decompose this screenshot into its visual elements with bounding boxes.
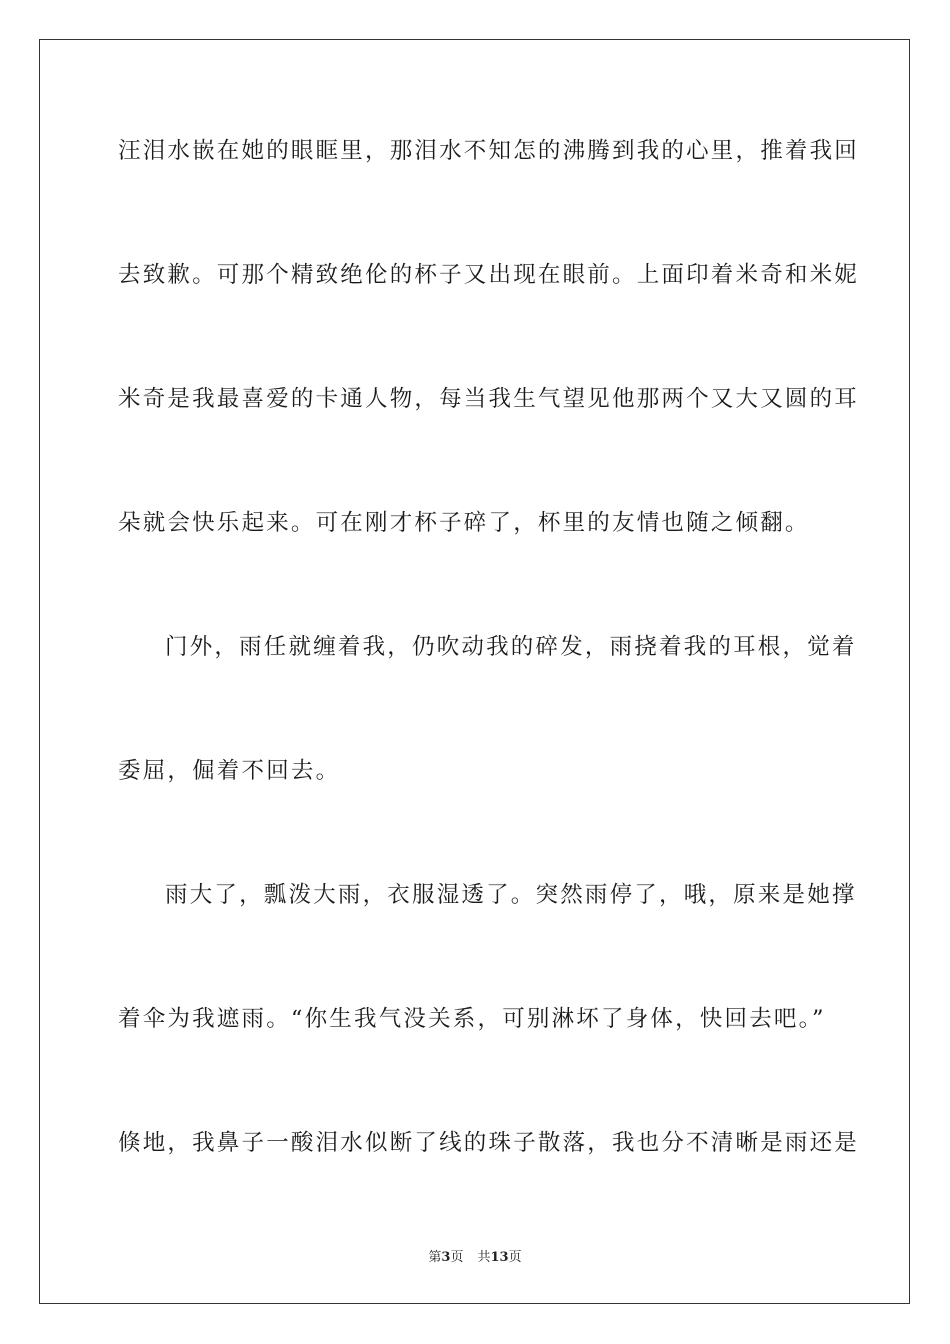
text-line-8: 着伞为我遮雨。“你生我气没关系，可别淋坏了身体，快回去吧。” bbox=[118, 1006, 826, 1032]
text-line-3: 米奇是我最喜爱的卡通人物，每当我生气望见他那两个又大又圆的耳 bbox=[118, 386, 860, 412]
text-line-2: 去致歉。可那个精致绝伦的杯子又出现在眼前。上面印着米奇和米妮 bbox=[118, 262, 860, 288]
text-line-1: 汪泪水嵌在她的眼眶里，那泪水不知怎的沸腾到我的心里，推着我回 bbox=[118, 138, 860, 164]
page-border bbox=[39, 39, 910, 1304]
footer-page-total: 13 bbox=[490, 1250, 509, 1265]
text-line-5: 门外，雨任就缠着我，仍吹动我的碎发，雨挠着我的耳根，觉着 bbox=[165, 634, 857, 660]
footer-total-suffix: 页 bbox=[508, 1250, 522, 1265]
text-line-4: 朵就会快乐起来。可在刚才杯子碎了，杯里的友情也随之倾翻。 bbox=[118, 510, 810, 536]
footer-page-suffix: 页 bbox=[450, 1250, 464, 1265]
footer-page-current: 3 bbox=[441, 1250, 451, 1265]
footer-page-prefix: 第 bbox=[428, 1250, 442, 1265]
footer-total-prefix: 共 bbox=[477, 1250, 491, 1265]
text-line-6: 委屈，倔着不回去。 bbox=[118, 758, 341, 784]
text-line-9: 倏地，我鼻子一酸泪水似断了线的珠子散落，我也分不清晰是雨还是 bbox=[118, 1130, 860, 1156]
text-line-7: 雨大了，瓢泼大雨，衣服湿透了。突然雨停了，哦，原来是她撑 bbox=[165, 882, 857, 908]
page-footer bbox=[0, 1246, 950, 1265]
